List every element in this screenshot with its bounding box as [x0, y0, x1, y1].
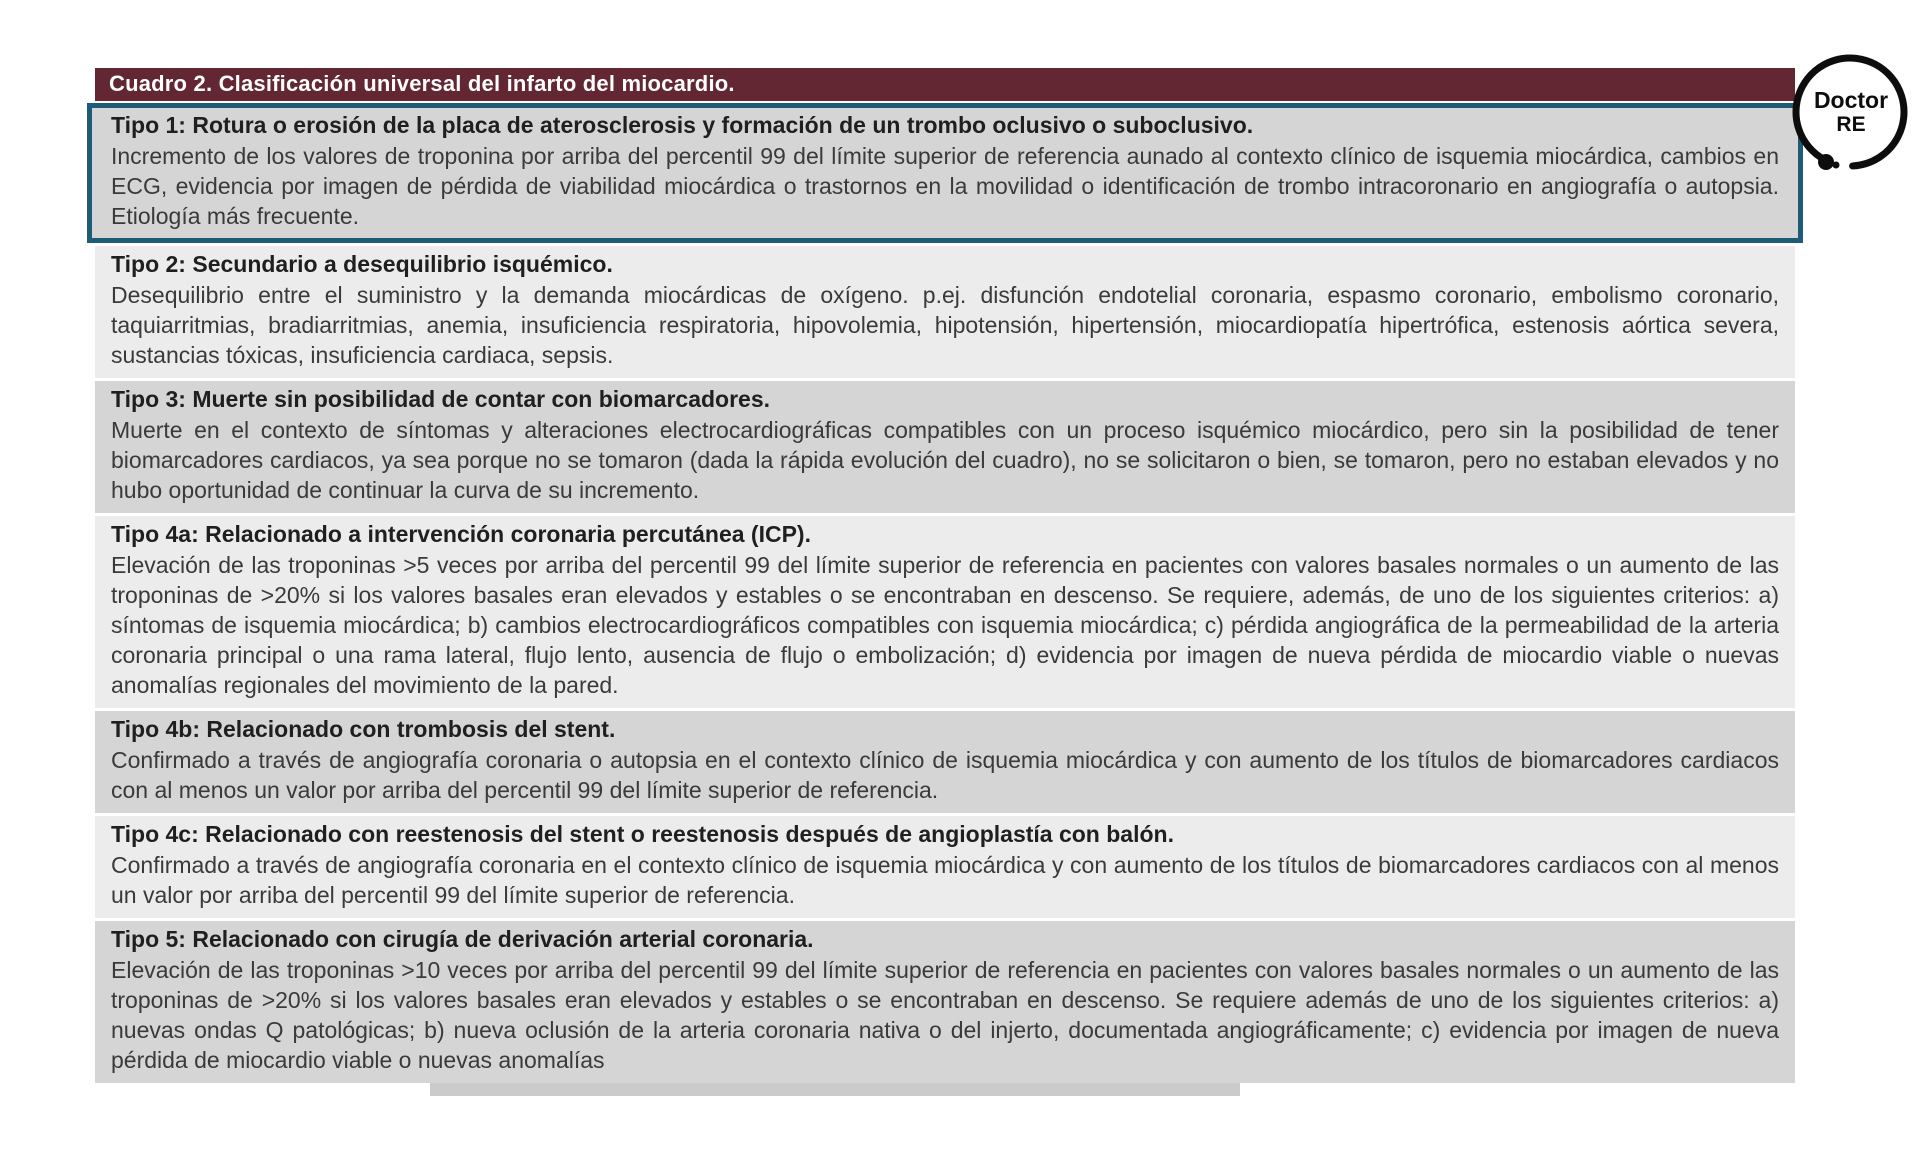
table-title-bar	[95, 68, 1795, 101]
row-tipo-3-title: Tipo 3: Muerte sin posibilidad de contar con biomarcadores.	[111, 386, 771, 412]
row-tipo-4b	[95, 711, 1795, 813]
row-tipo-5-title: Tipo 5: Relacionado con cirugía de derivación arterial coronaria.	[111, 926, 814, 952]
row-tipo-5	[95, 921, 1795, 1083]
row-tipo-1-body: Incremento de los valores de troponina por arriba del percentil 99 del límite superior de referencia aunado al contexto clínico de isquemia miocárdica, cambios en ECG, evidencia por imagen de pérdida de viabilidad miocárdica o trastornos en la movilidad o identificación de trombo intracoronario en angiografía o autopsia. Etiología más frecuente.	[111, 143, 1779, 229]
row-tipo-3-body: Muerte en el contexto de síntomas y alteraciones electrocardiográficas compatibles con un proceso isquémico miocárdico, pero sin la posibilidad de tener biomarcadores cardiacos, ya sea porque no se tomaron (dada la rápida evolución del cuadro), no se solicitaron o bien, se tomaron, pero no estaban elevados y no hubo oportunidad de continuar la curva de su incremento.	[111, 417, 1779, 503]
row-tipo-4c	[95, 816, 1795, 918]
row-tipo-4a-body: Elevación de las troponinas >5 veces por arriba del percentil 99 del límite superior de referencia en pacientes con valores basales normales o un aumento de las troponinas de >20% si los valores basales eran elevados y estables o se encontraban en descenso. Se requiere, además, de uno de los siguientes criterios: a) síntomas de isquemia miocárdica; b) cambios electrocardiográficos compatibles con isquemia miocárdica; c) pérdida angiográfica de la permeabilidad de la arteria coronaria principal o una rama lateral, flujo lento, ausencia de flujo o embolización; d) evidencia por imagen de nueva pérdida de miocardio viable o nuevas anomalías regionales del movimiento de la pared.	[111, 552, 1779, 698]
row-tipo-1	[87, 103, 1803, 243]
row-tipo-1-title: Tipo 1: Rotura o erosión de la placa de aterosclerosis y formación de un trombo oclusivo o suboclusivo.	[111, 112, 1254, 138]
row-tipo-3	[95, 381, 1795, 513]
row-tipo-4b-body: Confirmado a través de angiografía coronaria o autopsia en el contexto clínico de isquemia miocárdica y con aumento de los títulos de biomarcadores cardiacos con al menos un valor por arriba del percentil 99 del límite superior de referencia.	[111, 747, 1779, 803]
row-tipo-4c-title: Tipo 4c: Relacionado con reestenosis del stent o reestenosis después de angioplastía con balón.	[111, 821, 1174, 847]
row-tipo-2	[95, 246, 1795, 378]
logo-text-line1: Doctor	[1813, 87, 1889, 113]
classification-table	[95, 68, 1795, 1096]
row-tipo-2-title: Tipo 2: Secundario a desequilibrio isquémico.	[111, 251, 613, 277]
table-title: Cuadro 2. Clasificación universal del infarto del miocardio.	[109, 71, 735, 96]
row-tipo-2-body: Desequilibrio entre el suministro y la demanda miocárdicas de oxígeno. p.ej. disfunción endotelial coronaria, espasmo coronario, embolismo coronario, taquiarritmias, bradiarritmias, anemia, insuficiencia respiratoria, hipovolemia, hipotensión, hipertensión, miocardiopatía hipertrófica, estenosis aórtica severa, sustancias tóxicas, insuficiencia cardiaca, sepsis.	[111, 282, 1779, 368]
row-tipo-4a	[95, 516, 1795, 708]
cropped-next-row-strip	[430, 1083, 1240, 1096]
row-tipo-4a-title: Tipo 4a: Relacionado a intervención coronaria percutánea (ICP).	[111, 521, 811, 547]
row-tipo-4c-body: Confirmado a través de angiografía coronaria en el contexto clínico de isquemia miocárdica y con aumento de los títulos de biomarcadores cardiacos con al menos un valor por arriba del percentil 99 del límite superior de referencia.	[111, 852, 1779, 908]
stethoscope-circle-icon	[1788, 52, 1914, 186]
logo-text-line2: RE	[1836, 113, 1866, 136]
doctor-re-logo	[1788, 52, 1914, 186]
row-tipo-5-body: Elevación de las troponinas >10 veces por arriba del percentil 99 del límite superior de referencia en pacientes con valores basales normales o un aumento de las troponinas de >20% si los valores basales eran elevados y estables o se encontraban en descenso. Se requiere además de uno de los siguientes criterios: a) nuevas ondas Q patológicas; b) nueva oclusión de la arteria coronaria nativa o del injerto, documentada angiográficamente; c) evidencia por imagen de nueva pérdida de miocardio viable o nuevas anomalías	[111, 957, 1779, 1073]
row-tipo-4b-title: Tipo 4b: Relacionado con trombosis del stent.	[111, 716, 616, 742]
